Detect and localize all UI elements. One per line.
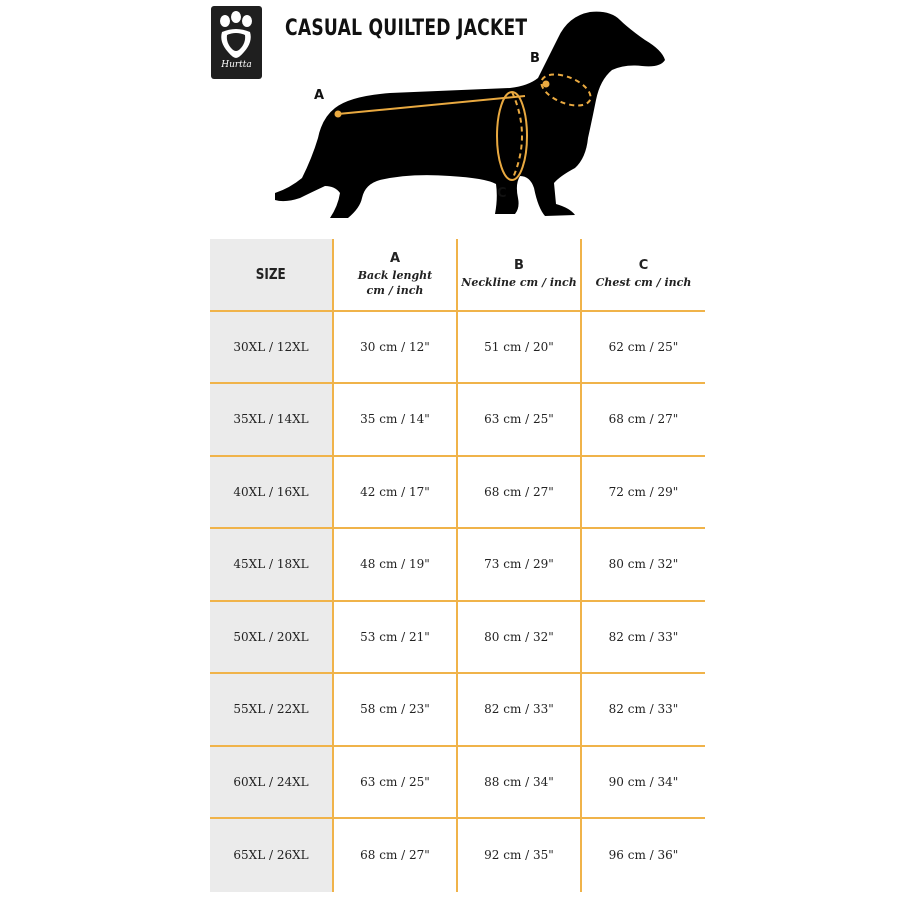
header-c — [582, 239, 705, 310]
cell-chest: 82 cm / 33" — [608, 702, 679, 717]
header-a-letter: A — [389, 250, 401, 266]
header-c-sub: Chest cm / inch — [595, 276, 692, 290]
header-c-letter: C — [638, 258, 649, 274]
table-row — [210, 457, 705, 530]
header-size-label: SIZE — [255, 265, 286, 284]
cell-size: 50XL / 20XL — [210, 602, 334, 673]
brand-logo — [211, 6, 262, 79]
cell-size: 60XL / 24XL — [210, 747, 334, 818]
table-header-row — [210, 239, 705, 312]
table-row — [210, 312, 705, 385]
cell-size: 30XL / 12XL — [210, 312, 334, 383]
cell-chest: 62 cm / 25" — [608, 339, 679, 354]
cell-chest: 80 cm / 32" — [608, 557, 679, 572]
cell-back-length: 30 cm / 12" — [334, 312, 458, 383]
table-row — [210, 674, 705, 747]
cell-back-length: 53 cm / 21" — [334, 602, 458, 673]
cell-size: 55XL / 22XL — [210, 674, 334, 745]
point-b — [543, 81, 550, 88]
cell-neckline: 63 cm / 25" — [458, 384, 582, 455]
cell-back-length: 35 cm / 14" — [334, 384, 458, 455]
cell-size: 35XL / 14XL — [210, 384, 334, 455]
cell-back-length: 68 cm / 27" — [334, 819, 458, 892]
table-row — [210, 819, 705, 892]
cell-back-length: 63 cm / 25" — [334, 747, 458, 818]
header-b-letter: B — [514, 258, 524, 274]
cell-size: 65XL / 26XL — [210, 819, 334, 892]
cell-neckline: 68 cm / 27" — [458, 457, 582, 528]
logo-text: Hurtta — [221, 60, 252, 70]
header-a-sub: Back lenght cm / inch — [357, 268, 433, 297]
header-size — [210, 239, 334, 310]
cell-neckline: 92 cm / 35" — [458, 819, 582, 892]
cell-neckline: 82 cm / 33" — [458, 674, 582, 745]
table-row — [210, 747, 705, 820]
cell-chest: 90 cm / 34" — [608, 774, 679, 789]
header-b — [458, 239, 582, 310]
cell-back-length: 42 cm / 17" — [334, 457, 458, 528]
header-a — [334, 239, 458, 310]
cell-size: 45XL / 18XL — [210, 529, 334, 600]
cell-neckline: 88 cm / 34" — [458, 747, 582, 818]
page-title: CASUAL QUILTED JACKET — [285, 16, 528, 41]
table-row — [210, 602, 705, 675]
paw-icon — [211, 6, 262, 66]
cell-chest: 72 cm / 29" — [608, 484, 679, 499]
cell-chest: 68 cm / 27" — [608, 412, 679, 427]
label-c: C — [497, 186, 507, 201]
cell-back-length: 48 cm / 19" — [334, 529, 458, 600]
dog-silhouette — [275, 12, 665, 218]
cell-size: 40XL / 16XL — [210, 457, 334, 528]
label-a: A — [314, 88, 325, 103]
cell-neckline: 73 cm / 29" — [458, 529, 582, 600]
dog-measurement-diagram — [270, 8, 680, 223]
point-a — [335, 111, 342, 118]
size-table — [210, 239, 705, 892]
table-row — [210, 529, 705, 602]
cell-chest: 82 cm / 33" — [608, 629, 679, 644]
cell-neckline: 80 cm / 32" — [458, 602, 582, 673]
label-b: B — [530, 51, 540, 66]
header-b-sub: Neckline cm / inch — [461, 276, 577, 290]
cell-neckline: 51 cm / 20" — [458, 312, 582, 383]
cell-back-length: 58 cm / 23" — [334, 674, 458, 745]
cell-chest: 96 cm / 36" — [608, 848, 679, 863]
table-row — [210, 384, 705, 457]
